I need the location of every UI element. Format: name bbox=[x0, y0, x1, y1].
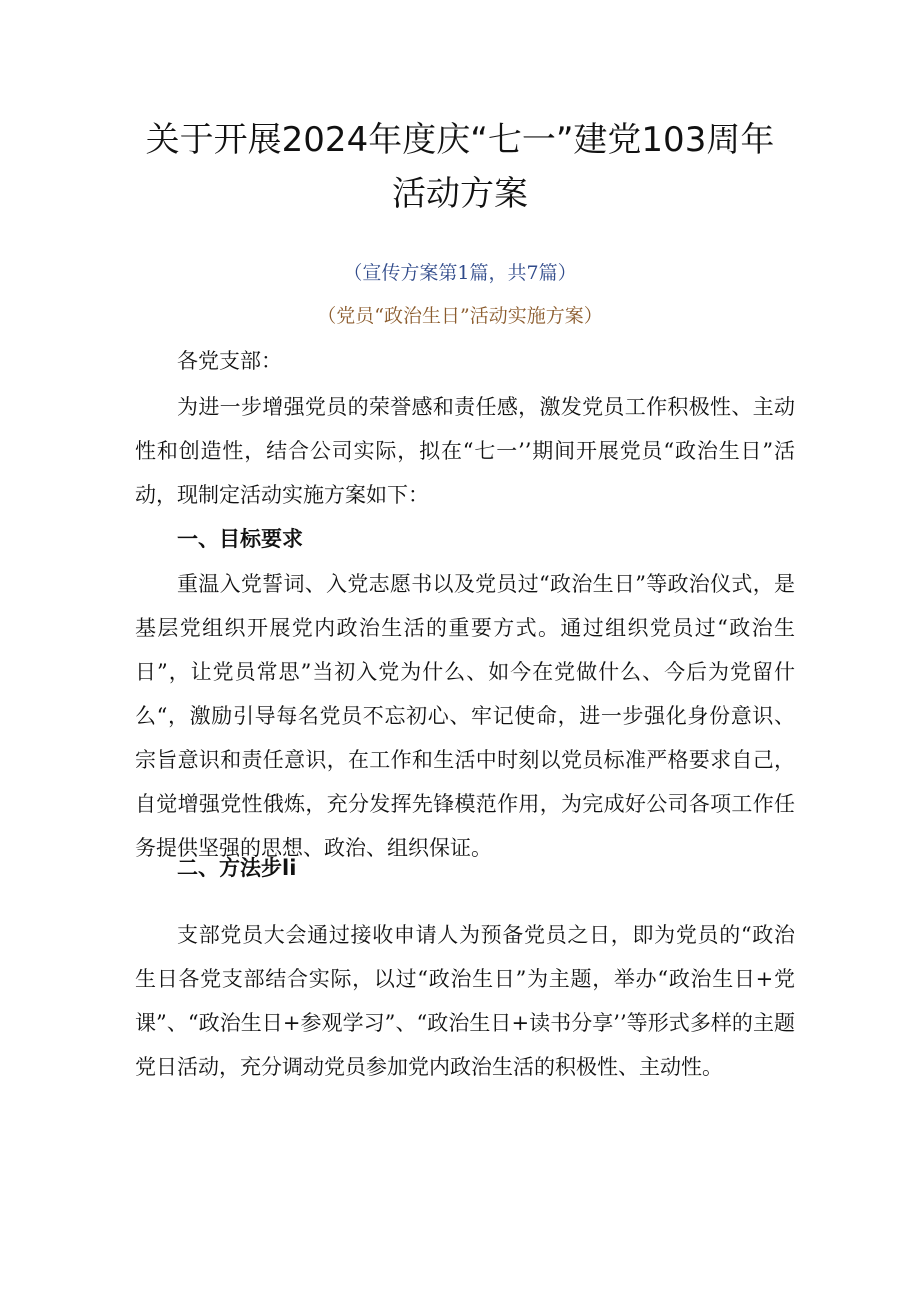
salutation: 各党支部： bbox=[177, 349, 282, 373]
section-2-paragraph: 支部党员大会通过接收申请人为预备党员之日，即为党员的“政治生日各党支部结合实际，以过“政治生日”为主题，举办“政治生日+党课”、“政治生日+参观学习”、“政治生日+读书分享’’等形式多样的主题党日活动，充分调动党员参加党内政治生活的积极性、主动性。 bbox=[135, 923, 795, 1079]
document-title-line-2: 活动方案 bbox=[392, 174, 528, 214]
document-title-line-1: 关于开展2024年度庆“七一”建党103周年 bbox=[145, 120, 775, 160]
section-1-heading: 一、目标要求 bbox=[177, 527, 303, 551]
section-1-paragraph: 重温入党誓词、入党志愿书以及党员过“政治生日”等政治仪式，是基层党组织开展党内政治生活的重要方式。通过组织党员过“政治生日”，让党员常思”当初入党为什么、如今在党做什么、今后为党留什么“，激励引导每名党员不忘初心、牢记使命，进一步强化身份意识、宗旨意识和责任意识，在工作和生活中时刻以党员标准严格要求自己，自觉增强党性俄炼，充分发挥先锋模范作用，为完成好公司各项工作任务提供坚强的思想、政治、组织保证。 bbox=[135, 572, 795, 860]
series-label: （宣传方案第1篇，共7篇） bbox=[343, 262, 577, 284]
document-subtitle: （党员“政治生日”活动实施方案） bbox=[317, 305, 603, 327]
section-2-heading: 二、方法步li bbox=[177, 856, 297, 880]
intro-paragraph: 为进一步增强党员的荣誉感和责任感，激发党员工作积极性、主动性和创造性，结合公司实际，拟在“七一’’期间开展党员“政治生日”活动，现制定活动实施方案如下： bbox=[135, 395, 795, 507]
